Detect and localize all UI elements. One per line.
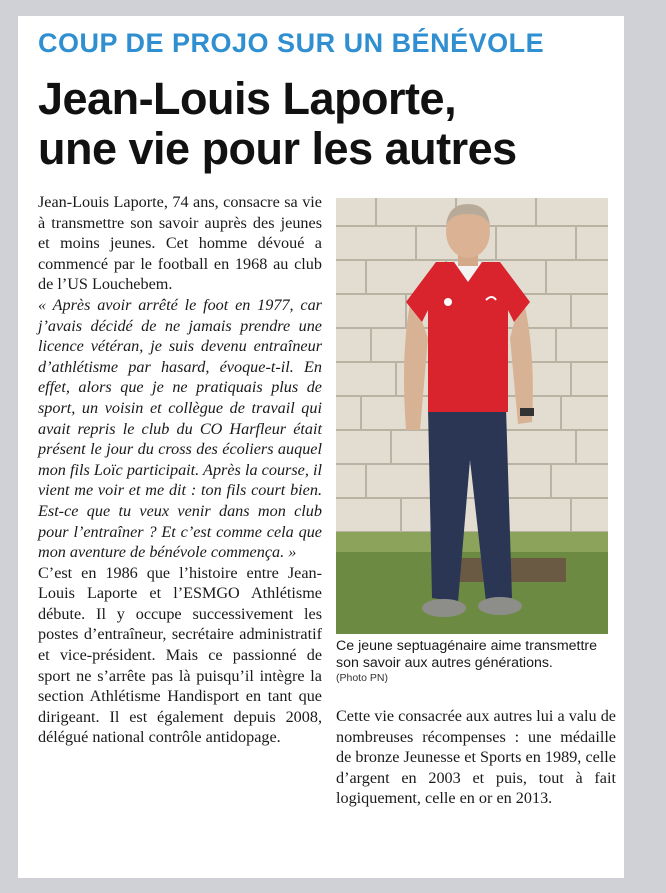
photo-credit: (Photo PN) bbox=[336, 672, 388, 684]
right-column bbox=[336, 706, 616, 809]
quote-paragraph: « Après avoir arrêté le foot en 1977, car j’avais décidé de ne jamais prendre une licence vétéran, je suis devenu entraîneur d’athlétisme par hasard, évoque-t-il. En effet, alors que je ne pratiquais plus de sport, un voisin et collègue de travail qui avait repris le club du CO Harfleur était présent le jour du cross des écoliers auquel mon fils Loïc participait. Après la course, il vient me voir et me dit : ton fils court bien. Est-ce que tu veux venir dans mon club pour l’entraîner ? Et c’est comme cela que mon aventure de bénévole commença. » bbox=[38, 295, 322, 562]
headline-line-2: une vie pour les autres bbox=[38, 123, 517, 174]
left-column bbox=[38, 192, 322, 748]
portrait-photo bbox=[336, 198, 608, 634]
article-kicker: COUP DE PROJO SUR UN BÉNÉVOLE bbox=[38, 28, 545, 58]
photo-caption: Ce jeune septuagénaire aime transmettre son savoir aux autres générations. bbox=[336, 638, 598, 671]
history-paragraph: C’est en 1986 que l’histoire entre Jean-Louis Laporte et l’ESMGO Athlétisme débute. Il y occupe successivement les postes d’entraîneur, secrétaire administratif et vice-président. Mais ce passionné de sport ne s’arrête pas là puisqu’il intègre la section Athlétisme Handisport en tant que dirigeant. Il est également depuis 2008, délégué national contrôle antidopage. bbox=[38, 563, 322, 747]
intro-paragraph: Jean-Louis Laporte, 74 ans, consacre sa vie à transmettre son savoir auprès des jeunes et moins jeunes. Cet homme dévoué a commencé par le football en 1968 au club de l’US Louchebem. bbox=[38, 193, 322, 294]
awards-paragraph: Cette vie consacrée aux autres lui a valu de nombreuses récompenses : une médaille de bronze Jeunesse et Sports en 1989, celle d’argent en 2003 et puis, tout à fait logiquement, celle en or en 2013. bbox=[336, 707, 616, 808]
portrait-illustration bbox=[336, 198, 608, 634]
headline-line-1: Jean-Louis Laporte, bbox=[38, 73, 457, 124]
article-headline bbox=[38, 74, 517, 174]
article-page bbox=[18, 16, 624, 878]
